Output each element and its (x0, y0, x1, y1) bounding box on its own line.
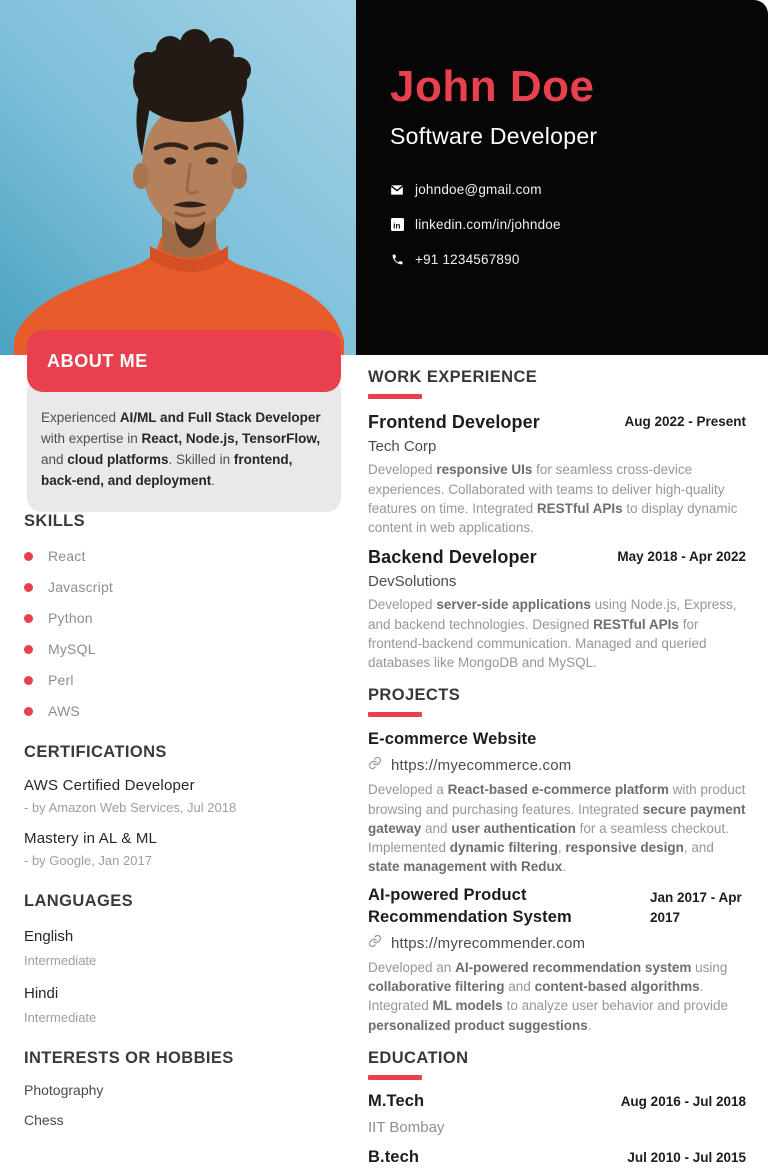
education-section (368, 1049, 746, 1169)
profile-photo (0, 0, 356, 355)
interest-item: Photography (24, 1082, 104, 1098)
project-entry (368, 729, 746, 876)
work-experience-heading: WORK EXPERIENCE (368, 368, 538, 386)
contact-email-text: johndoe@gmail.com (415, 182, 542, 197)
projects-section (368, 686, 746, 1035)
heading-underline (368, 1075, 422, 1080)
about-text: Experienced AI/ML and Full Stack Developer with expertise in React, Node.js, TensorFlow, and cloud platforms. Skilled in frontend, back-end, and deployment. (27, 378, 341, 512)
phone-icon (390, 253, 404, 267)
project-link-row (368, 756, 746, 775)
job-entry-title: Frontend Developer (368, 412, 540, 432)
skills-list (24, 548, 340, 719)
skill-label: AWS (48, 703, 80, 719)
certification-title: Mastery in AL & ML (24, 830, 158, 847)
job-entry (368, 411, 746, 537)
bullet-dot-icon (24, 676, 33, 685)
heading-underline (368, 712, 422, 717)
job-entry-company: DevSolutions (368, 573, 457, 591)
link-icon (368, 934, 382, 953)
contact-list (390, 182, 750, 267)
certification-issuer: - by Amazon Web Services, Jul 2018 (24, 800, 237, 815)
education-degree: M.Tech (368, 1091, 425, 1110)
education-heading: EDUCATION (368, 1048, 469, 1067)
skill-item (24, 548, 340, 564)
job-entry-dates: May 2018 - Apr 2022 (617, 549, 746, 565)
certification-item (24, 777, 340, 815)
skill-label: React (48, 548, 86, 564)
skill-label: Python (48, 610, 93, 626)
certification-title: AWS Certified Developer (24, 777, 195, 794)
project-dates: Jan 2017 - Apr 2017 (650, 890, 742, 925)
education-degree: B.tech (368, 1148, 420, 1167)
work-experience-section (368, 368, 746, 672)
left-column (24, 512, 340, 1128)
job-entry-description: Developed responsive UIs for seamless cross-device experiences. Collaborated with teams to deliver high-quality features on time. Integrated RESTful APIs to display dynamic content in web applications. (368, 462, 738, 535)
interests-heading: INTERESTS OR HOBBIES (24, 1049, 234, 1067)
interest-item: Chess (24, 1112, 64, 1128)
heading-underline (368, 394, 422, 399)
portrait-illustration (0, 0, 356, 355)
job-title: Software Developer (390, 123, 598, 149)
person-name: John Doe (390, 62, 595, 111)
job-entry-company: Tech Corp (368, 438, 437, 456)
language-item (24, 985, 340, 1025)
skill-item (24, 579, 340, 595)
bullet-dot-icon (24, 645, 33, 654)
project-description: Developed a React-based e-commerce platform with product browsing and purchasing features. Integrated secure payment gateway and user authentication for a seamless checkout. Implemented dynamic filtering, responsive design, and state management with Redux. (368, 782, 746, 875)
project-entry (368, 885, 746, 1035)
link-icon (368, 756, 382, 775)
bullet-dot-icon (24, 583, 33, 592)
skill-label: Perl (48, 672, 74, 688)
linkedin-icon (390, 218, 404, 232)
language-level: Intermediate (24, 1010, 97, 1025)
job-entry (368, 546, 746, 672)
about-heading: ABOUT ME (27, 330, 341, 392)
skill-item (24, 610, 340, 626)
project-title: E-commerce Website (368, 730, 537, 749)
svg-text:in: in (392, 221, 401, 231)
education-dates: Jul 2010 - Jul 2015 (627, 1150, 746, 1166)
job-entry-description: Developed server-side applications using Node.js, Express, and backend technologies. Designed RESTful APIs for frontend-backend communication. Managed and queried databases like MongoDB and MySQL. (368, 597, 737, 670)
language-name: Hindi (24, 985, 59, 1002)
project-link-row (368, 934, 746, 953)
skill-label: Javascript (48, 579, 114, 595)
header-panel (356, 0, 768, 355)
job-entry-title: Backend Developer (368, 547, 537, 568)
project-description: Developed an AI-powered recommendation system using collaborative filtering and content-based algorithms. Integrated ML models to analyze user behavior and provide personalized product suggestions. (368, 960, 728, 1033)
contact-phone[interactable] (390, 252, 750, 267)
bullet-dot-icon (24, 614, 33, 623)
project-url[interactable]: https://myecommerce.com (391, 757, 572, 775)
projects-heading: PROJECTS (368, 686, 461, 705)
contact-linkedin-text: linkedin.com/in/johndoe (415, 217, 561, 232)
language-level: Intermediate (24, 953, 97, 968)
bullet-dot-icon (24, 552, 33, 561)
project-title: AI-powered Product Recommendation System (368, 886, 572, 926)
skill-item (24, 703, 340, 719)
about-card (27, 330, 341, 512)
education-entry (368, 1147, 746, 1168)
skill-label: MySQL (48, 641, 96, 657)
right-column (368, 368, 746, 1169)
education-entry (368, 1091, 746, 1136)
bullet-dot-icon (24, 707, 33, 716)
language-name: English (24, 928, 74, 945)
project-url[interactable]: https://myrecommender.com (391, 935, 586, 953)
language-item (24, 928, 340, 968)
email-icon (390, 183, 404, 197)
skills-heading: SKILLS (24, 512, 86, 530)
contact-email[interactable] (390, 182, 750, 197)
contact-linkedin[interactable] (390, 217, 750, 232)
certification-item (24, 830, 340, 868)
languages-heading: LANGUAGES (24, 892, 134, 910)
education-dates: Aug 2016 - Jul 2018 (620, 1093, 746, 1109)
certification-issuer: - by Google, Jan 2017 (24, 853, 152, 868)
skill-item (24, 672, 340, 688)
skill-item (24, 641, 340, 657)
contact-phone-text: +91 1234567890 (415, 252, 520, 267)
certifications-heading: CERTIFICATIONS (24, 743, 167, 761)
education-institution: IIT Bombay (368, 1119, 445, 1137)
job-entry-dates: Aug 2022 - Present (624, 414, 746, 429)
